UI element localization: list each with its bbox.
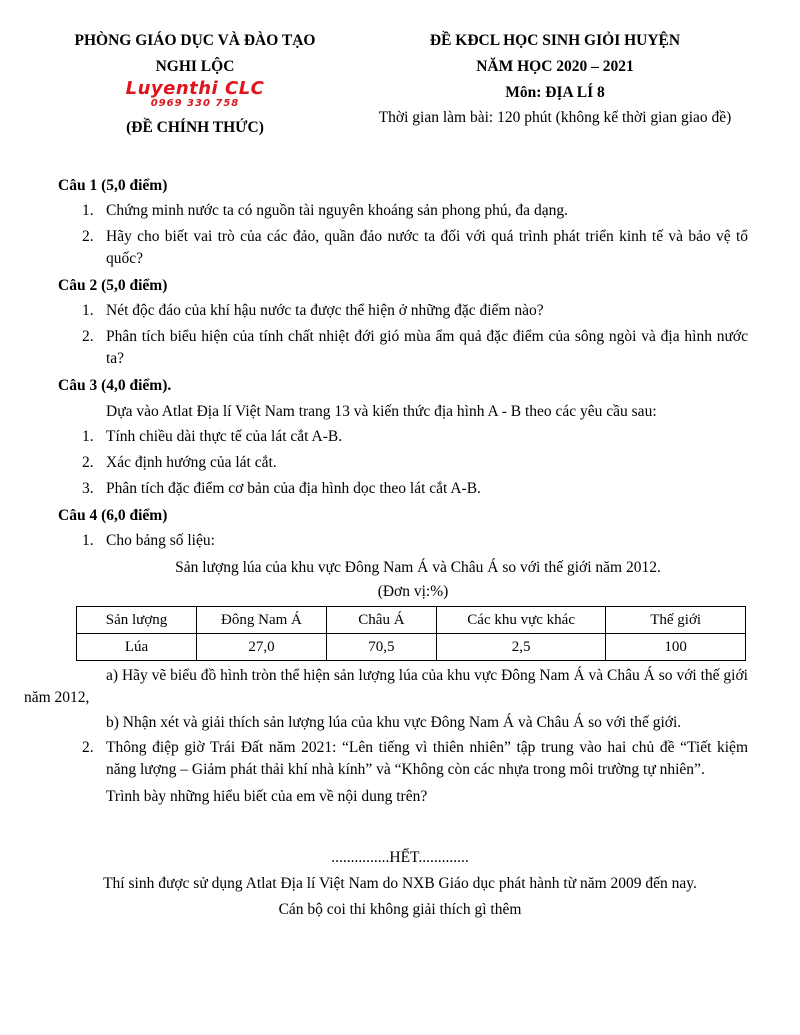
question-3-title: Câu 3 (4,0 điểm). [58, 377, 172, 394]
question-3-intro: Dựa vào Atlat Địa lí Việt Nam trang 13 và kiến thức địa hình A - B theo các yêu cầu sau: [106, 403, 657, 420]
table-cell: 100 [606, 634, 746, 661]
item-number: 3. [82, 480, 94, 497]
table-cell: 27,0 [197, 634, 327, 661]
footer-note-proctor: Cán bộ coi thi không giải thích gì thêm [278, 901, 522, 918]
official-label: (ĐỀ CHÍNH THỨC) [126, 119, 264, 136]
item-number: 1. [82, 202, 94, 219]
item-text: Phân tích biểu hiện của tính chất nhiệt đới gió mùa ẩm quả đặc điểm của sông ngòi và địa hình nước ta? [106, 328, 748, 367]
item-text: Tính chiều dài thực tế của lát cắt A-B. [106, 428, 343, 445]
table-header-cell: Châu Á [326, 607, 436, 634]
table-header-cell: Các khu vực khác [436, 607, 605, 634]
table-header-cell: Thế giới [606, 607, 746, 634]
item-text: Cho bảng số liệu: [106, 532, 215, 549]
question-4-title: Câu 4 (6,0 điểm) [58, 507, 168, 524]
school-year: NĂM HỌC 2020 – 2021 [476, 58, 634, 75]
table-row [77, 634, 746, 661]
item-text: Phân tích đặc điểm cơ bản của địa hình dọc theo lát cắt A-B. [106, 480, 481, 497]
item-number: 1. [82, 302, 94, 319]
item-number: 2. [82, 328, 94, 345]
item-number: 2. [82, 739, 94, 756]
item-text: Chứng minh nước ta có nguồn tài nguyên khoáng sản phong phú, đa dạng. [106, 202, 568, 219]
item-text: Thông điệp giờ Trái Đất năm 2021: “Lên tiếng vì thiên nhiên” tập trung vào hai chủ đề “Tiết kiệm năng lượng – Giảm phát thải khí nhà kính” và “Không còn các nhựa trong môi trường tự nhiên”. [106, 739, 748, 778]
subject: Môn: ĐỊA LÍ 8 [505, 84, 605, 101]
question-1-item-2 [58, 226, 748, 270]
table-header-row [77, 607, 746, 634]
item-text: Hãy cho biết vai trò của các đảo, quần đảo nước ta đối với quá trình phát triển kinh tế và bảo vệ tổ quốc? [106, 228, 748, 267]
table-cell: 70,5 [326, 634, 436, 661]
question-2-item-1 [58, 300, 748, 322]
exam-title: ĐỀ KĐCL HỌC SINH GIỎI HUYỆN [429, 32, 681, 49]
table-cell: 2,5 [436, 634, 605, 661]
item-number: 1. [82, 428, 94, 445]
item-text: Nét độc đáo của khí hậu nước ta được thể hiện ở những đặc điểm nào? [106, 302, 544, 319]
department-name: PHÒNG GIÁO DỤC VÀ ĐÀO TẠO [74, 32, 316, 49]
question-1-title: Câu 1 (5,0 điểm) [58, 177, 168, 194]
table-header-cell: Đông Nam Á [197, 607, 327, 634]
logo-phone: 0969 330 758 [150, 98, 240, 109]
footer-note-atlas: Thí sinh được sử dụng Atlat Địa lí Việt Nam do NXB Giáo dục phát hành từ năm 2009 đến nay. [103, 875, 697, 892]
question-3-item-1 [58, 426, 748, 448]
item-number: 2. [82, 228, 94, 245]
end-marker: ...............HẾT............. [331, 849, 469, 866]
item-number: 2. [82, 454, 94, 471]
rice-production-table [76, 606, 746, 661]
question-3-item-3 [58, 478, 748, 500]
question-4-sub-b: b) Nhận xét và giải thích sản lượng lúa của khu vực Đông Nam Á và Châu Á so với thế giới. [106, 714, 682, 731]
header-left [40, 28, 350, 140]
table-header-cell: Sản lượng [77, 607, 197, 634]
watermark-logo [105, 80, 285, 110]
time-allowed: Thời gian làm bài: 120 phút (không kể thời gian giao đề) [378, 109, 732, 126]
item-number: 1. [82, 532, 94, 549]
table-caption: Sản lượng lúa của khu vực Đông Nam Á và Châu Á so với thế giới năm 2012. [175, 559, 661, 576]
district-name: NGHI LỘC [155, 58, 235, 75]
item-text: Xác định hướng của lát cắt. [106, 454, 277, 471]
question-1-item-1 [58, 200, 748, 222]
exam-content [24, 172, 748, 811]
question-3-item-2 [58, 452, 748, 474]
question-2-title: Câu 2 (5,0 điểm) [58, 277, 168, 294]
header-right [345, 28, 765, 130]
question-4-sub-a: a) Hãy vẽ biểu đồ hình tròn thể hiện sản lượng lúa của khu vực Đông Nam Á và Châu Á so với thế giới năm 2012, [24, 667, 748, 706]
question-4-item-1 [58, 530, 748, 552]
table-unit: (Đơn vị:%) [377, 583, 449, 600]
question-4-closing: Trình bày những hiểu biết của em về nội dung trên? [106, 788, 428, 805]
question-4-item-2 [58, 737, 748, 781]
logo-brand: Luyenthi CLC [125, 78, 265, 99]
table-cell: Lúa [77, 634, 197, 661]
question-2-item-2 [58, 326, 748, 370]
